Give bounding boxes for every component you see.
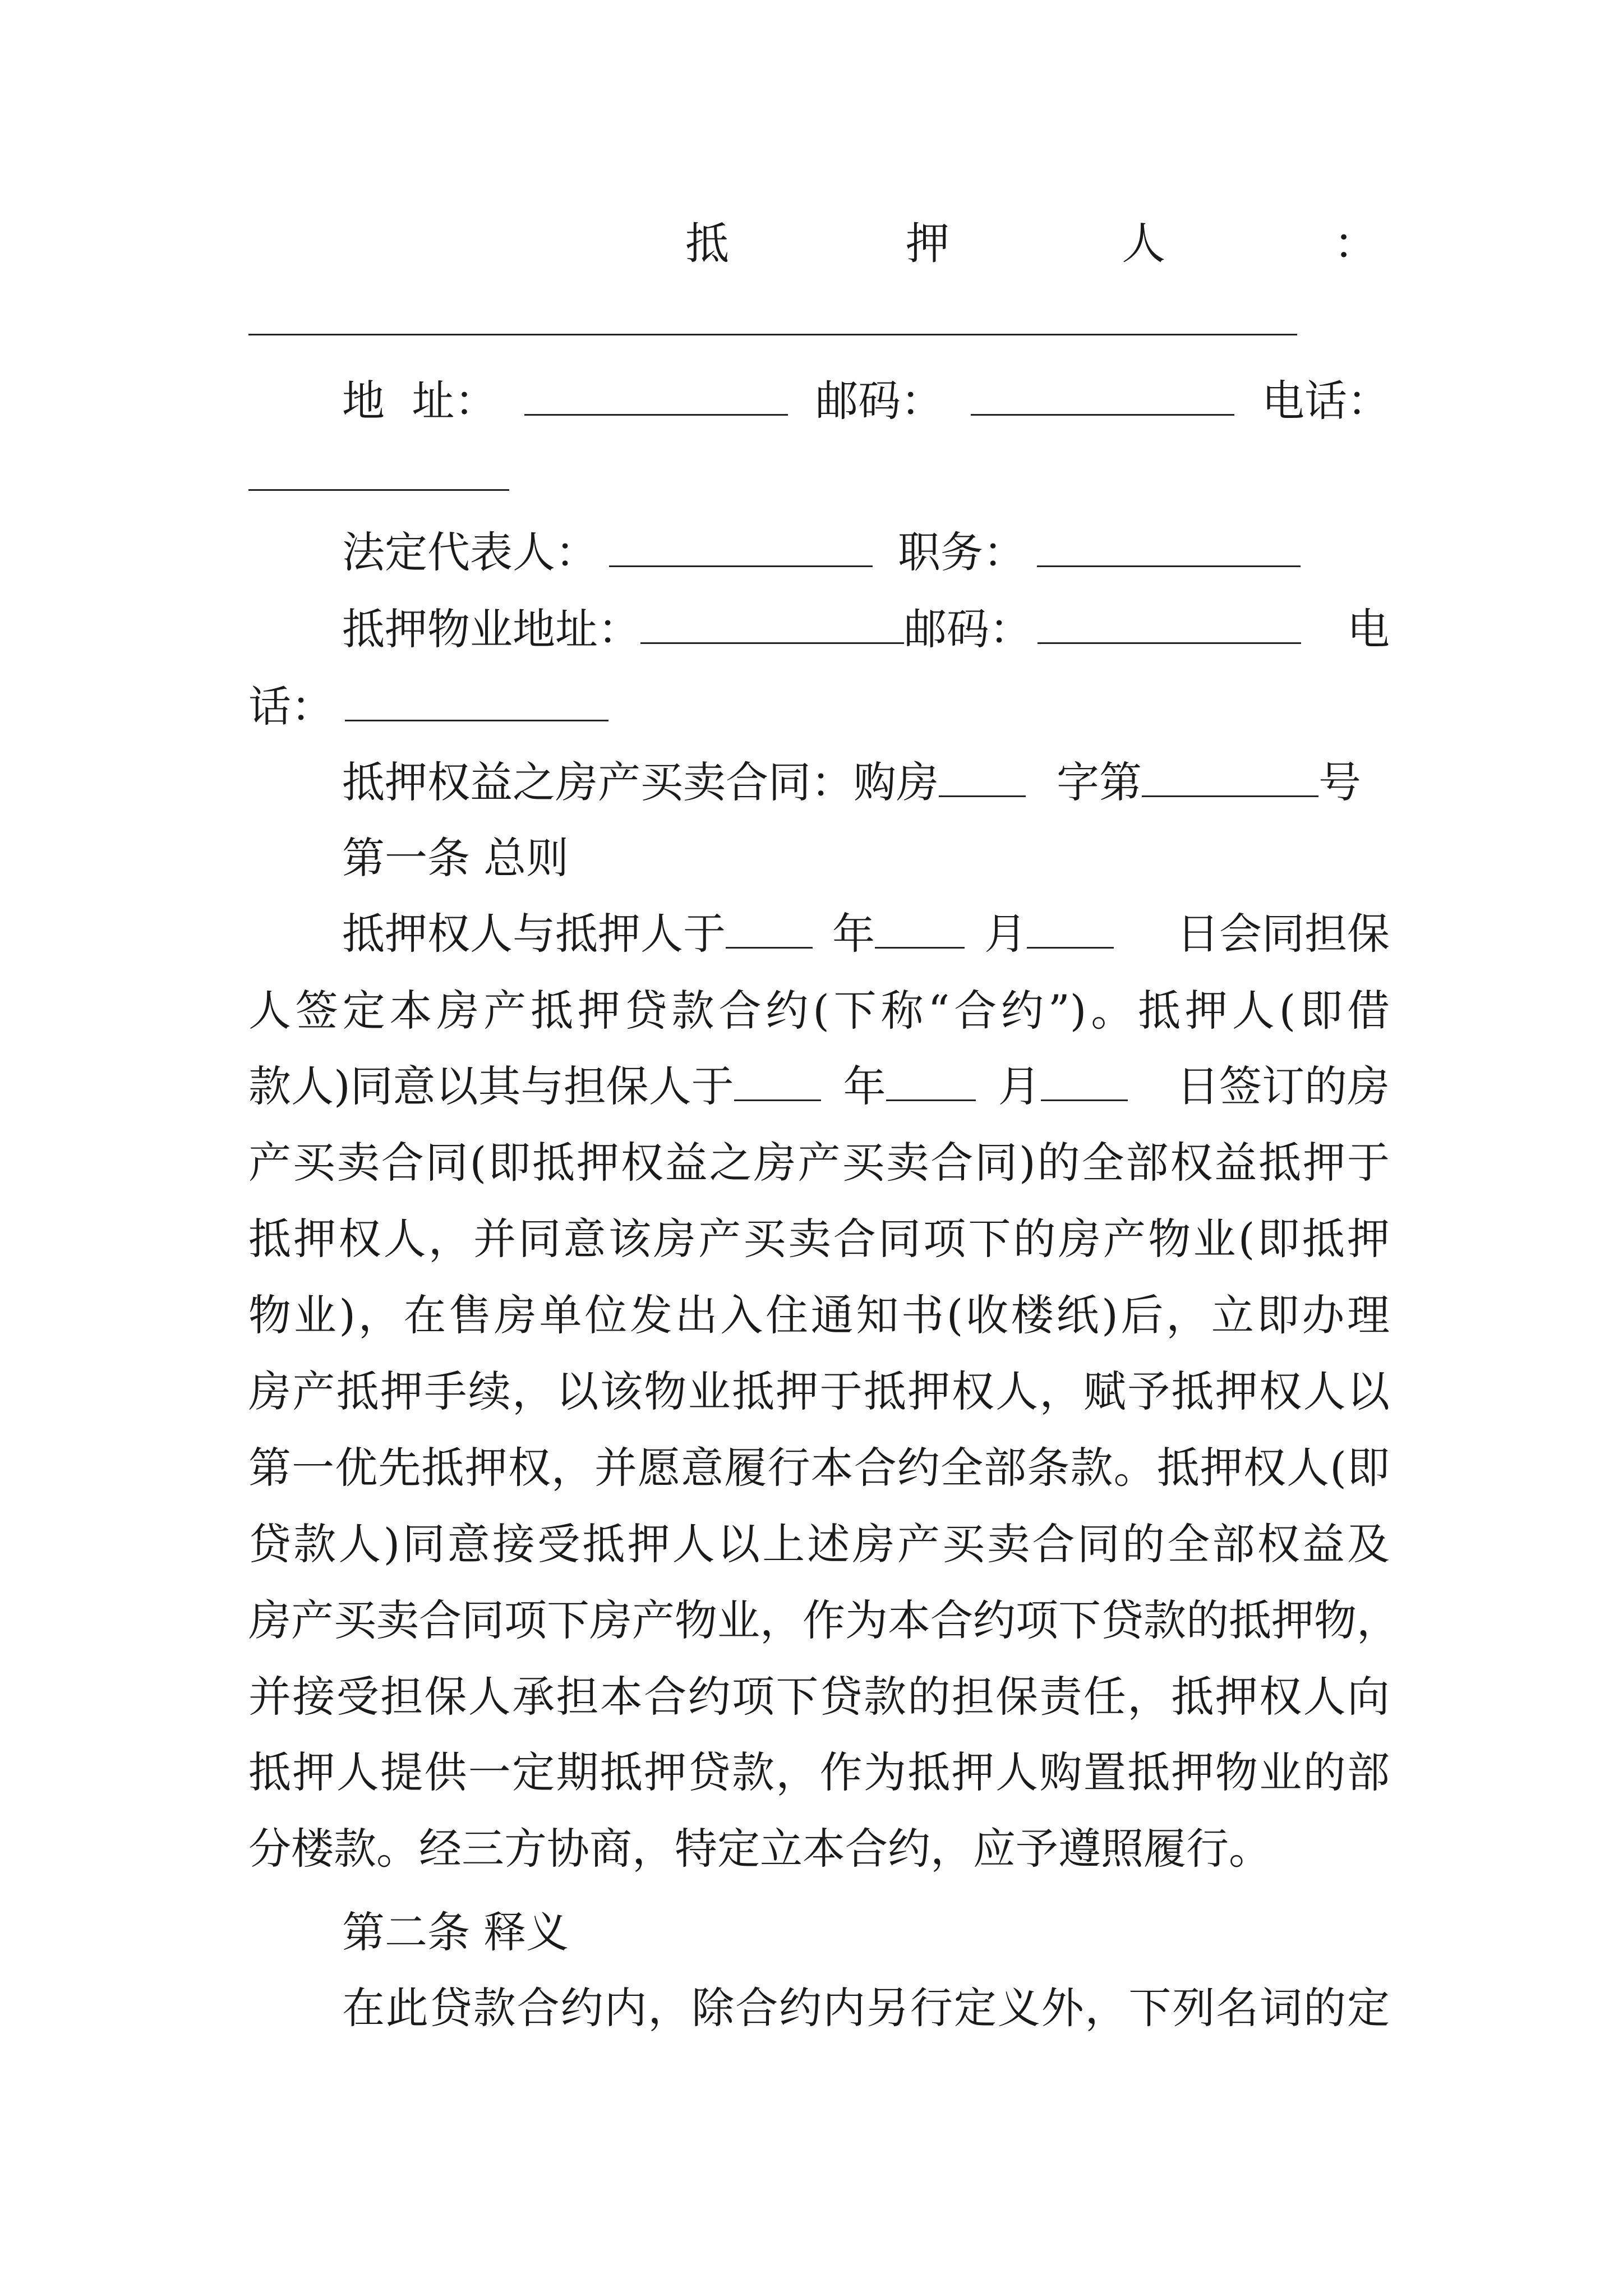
party-contact-line bbox=[342, 373, 1390, 429]
phone-blank[interactable] bbox=[248, 489, 509, 491]
article1-line-6: 物业)，在售房单位发出入住通知书(收楼纸)后，立即办理 bbox=[248, 1290, 1390, 1340]
article1-line-12: 抵押人提供一定期抵押贷款，作为抵押人购置抵押物业的部 bbox=[248, 1747, 1390, 1797]
title-colon: ： bbox=[1334, 219, 1378, 269]
title-char-1: 抵 bbox=[685, 219, 730, 269]
article1-line-4: 产买卖合同(即抵押权益之房产买卖合同)的全部权益抵押于 bbox=[248, 1138, 1390, 1188]
contract-ref-blank-2[interactable] bbox=[1142, 756, 1318, 797]
article1-line-5: 抵押权人，并同意该房产买卖合同项下的房产物业(即抵押 bbox=[248, 1214, 1390, 1264]
a1-sign-year-label: 年 bbox=[843, 1061, 886, 1111]
legal-rep-blank[interactable] bbox=[609, 526, 873, 567]
article1-heading: 第一条 总则 bbox=[342, 833, 569, 883]
postcode-blank[interactable] bbox=[971, 375, 1234, 416]
a1-month-label: 月 bbox=[984, 909, 1027, 959]
article1-line-1 bbox=[342, 906, 1390, 962]
title-char-2: 押 bbox=[906, 219, 950, 269]
contract-ref-suffix: 号 bbox=[1318, 757, 1361, 807]
a1-l1-a: 抵押权人与抵押人于 bbox=[342, 909, 726, 959]
property-postcode-blank[interactable] bbox=[1038, 603, 1301, 644]
position-blank[interactable] bbox=[1037, 526, 1301, 567]
a1-l3-a: 款人)同意以其与担保人于 bbox=[248, 1061, 734, 1111]
article1-line-7: 房产抵押手续，以该物业抵押于抵押权人，赋予抵押权人以 bbox=[248, 1366, 1390, 1416]
article1-line-2: 人签定本房产抵押贷款合约(下称“合约”)。抵押人(即借 bbox=[248, 986, 1390, 1036]
property-postcode-label: 邮码： bbox=[904, 604, 1032, 654]
a1-sign-year-blank[interactable] bbox=[734, 1060, 821, 1101]
a1-sign-day-blank[interactable] bbox=[1041, 1060, 1128, 1101]
article1-line-9: 贷款人)同意接受抵押人以上述房产买卖合同的全部权益及 bbox=[248, 1519, 1390, 1569]
position-label: 职务： bbox=[898, 527, 1026, 577]
address-label: 地 址： bbox=[342, 376, 497, 426]
a1-l3-d: 日签订的房 bbox=[1177, 1061, 1390, 1111]
a1-sign-month-label: 月 bbox=[998, 1061, 1041, 1111]
a1-l1-d: 日会同担保 bbox=[1177, 909, 1390, 959]
contract-ref-line bbox=[342, 754, 1390, 811]
legal-rep-line bbox=[342, 524, 1390, 581]
contract-ref-blank-1[interactable] bbox=[939, 756, 1026, 797]
article1-line-13: 分楼款。经三方协商，特定立本合约，应予遵照履行。 bbox=[248, 1824, 1271, 1874]
contract-ref-mid: 字第 bbox=[1057, 757, 1142, 807]
a1-day-blank[interactable] bbox=[1027, 908, 1114, 949]
property-phone-blank[interactable] bbox=[345, 680, 608, 721]
postcode-label: 邮码： bbox=[815, 376, 944, 426]
a1-month-blank[interactable] bbox=[875, 908, 965, 949]
article1-line-11: 并接受担保人承担本合约项下贷款的担保责任，抵押权人向 bbox=[248, 1672, 1390, 1722]
property-phone-label-a: 电 bbox=[1347, 604, 1390, 654]
mortgagor-name-blank[interactable] bbox=[248, 334, 1297, 335]
article2-line-1: 在此贷款合约内，除合约内另行定义外，下列名词的定 bbox=[342, 1983, 1390, 2033]
a1-sign-month-blank[interactable] bbox=[886, 1060, 976, 1101]
property-phone-line bbox=[248, 679, 1390, 735]
property-address-label: 抵押物业地址： bbox=[342, 604, 640, 654]
legal-rep-label: 法定代表人： bbox=[342, 527, 598, 577]
article1-line-10: 房产买卖合同项下房产物业，作为本合约项下贷款的抵押物， bbox=[248, 1595, 1399, 1645]
article1-line-8: 第一优先抵押权，并愿意履行本合约全部条款。抵押权人(即 bbox=[248, 1443, 1390, 1493]
article2-heading: 第二条 释义 bbox=[342, 1907, 569, 1957]
contract-ref-prefix: 抵押权益之房产买卖合同：购房 bbox=[342, 757, 939, 807]
property-line bbox=[342, 601, 1390, 657]
property-address-blank[interactable] bbox=[640, 603, 904, 644]
property-phone-label-b: 话： bbox=[248, 682, 334, 731]
phone-label: 电话： bbox=[1261, 376, 1390, 426]
a1-year-blank[interactable] bbox=[726, 908, 813, 949]
a1-year-label: 年 bbox=[832, 909, 875, 959]
title-char-3: 人 bbox=[1122, 219, 1166, 269]
address-blank[interactable] bbox=[524, 375, 788, 416]
article1-line-3 bbox=[248, 1059, 1390, 1115]
